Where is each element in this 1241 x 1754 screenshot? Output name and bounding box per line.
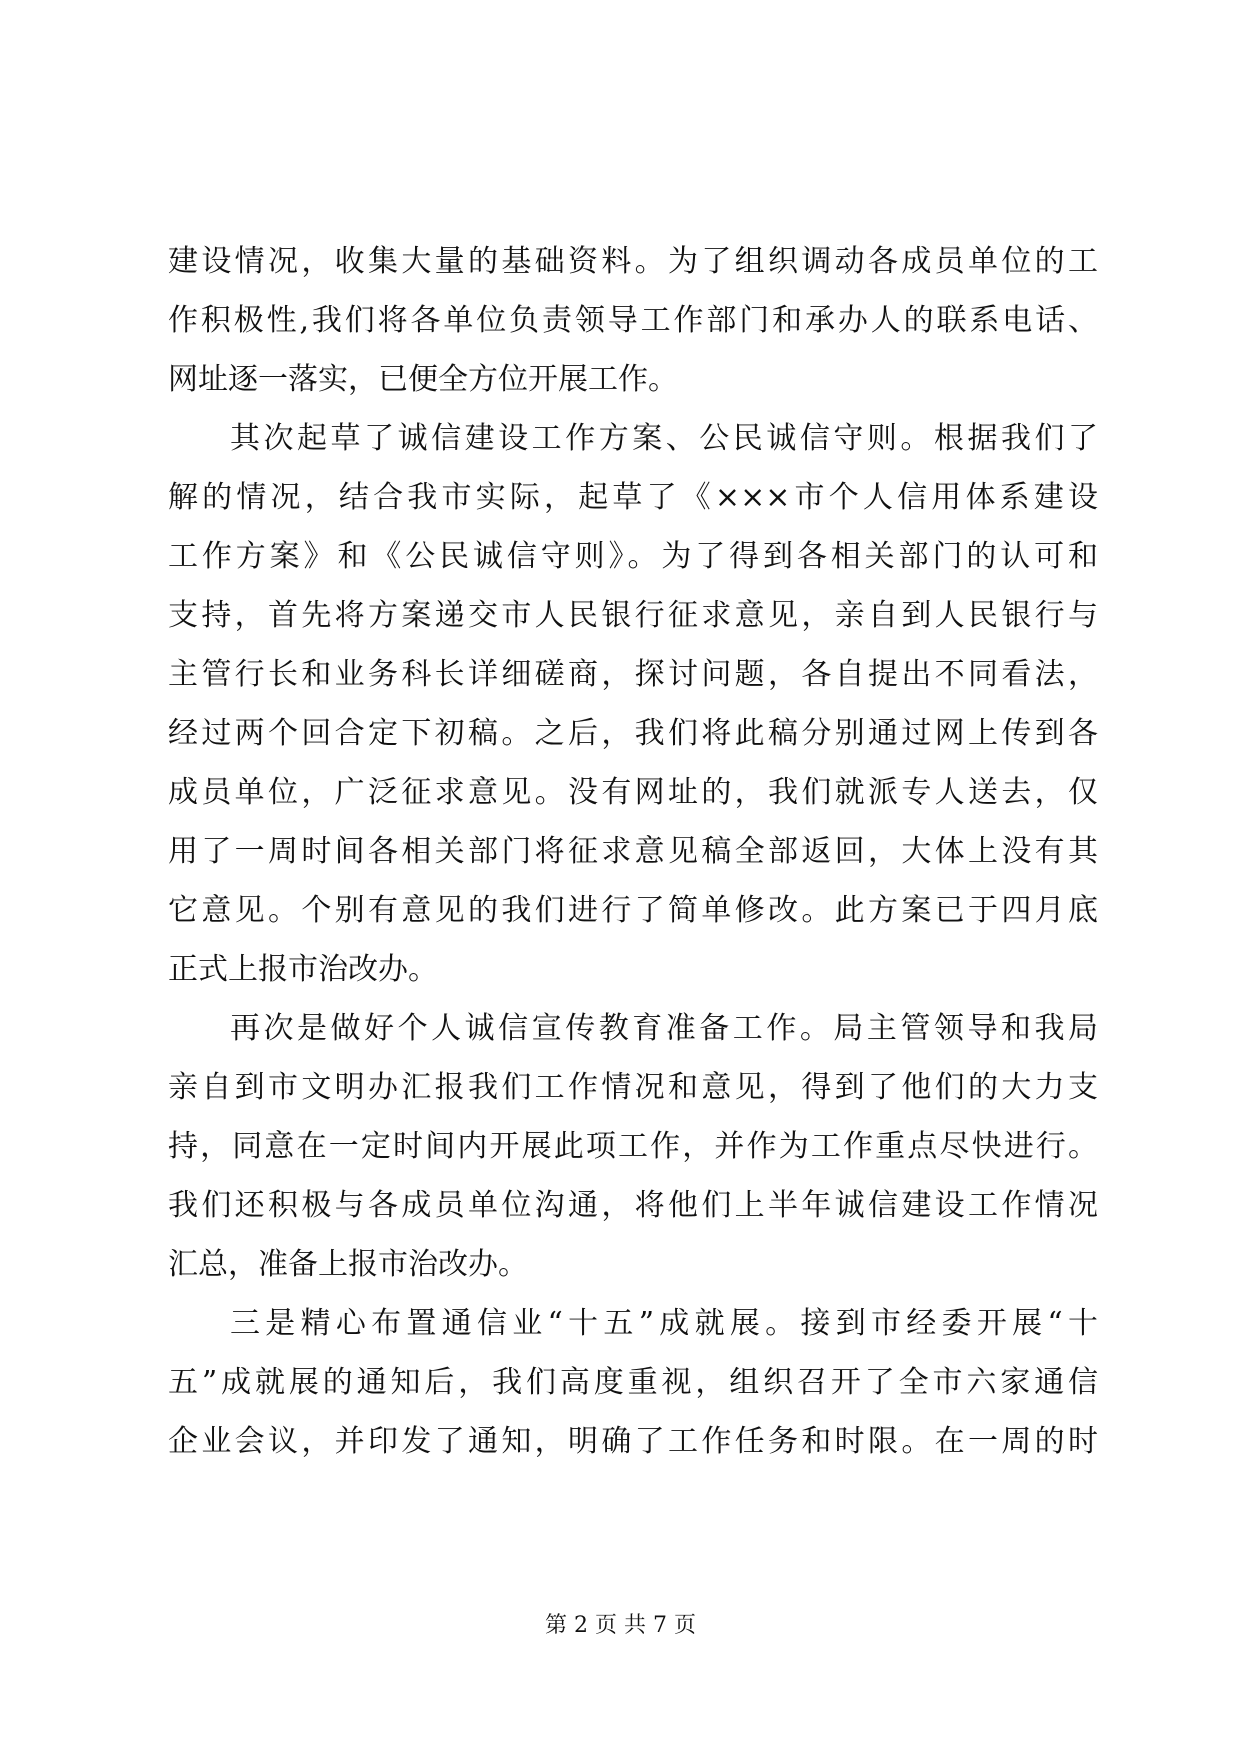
paragraph-first-line: 再次是做好个人诚信宣传教育准备工作。局主管领导和我局 <box>230 1011 1098 1046</box>
text-line: 经过两个回合定下初稿。之后，我们将此稿分别通过网上传到各 <box>168 716 1098 751</box>
text-line: 解的情况，结合我市实际，起草了《×××市个人信用体系建设 <box>168 480 1098 515</box>
text-line: 主管行长和业务科长详细磋商，探讨问题，各自提出不同看法， <box>168 657 1098 692</box>
text-line: 网址逐一落实，已便全方位开展工作。 <box>168 362 678 397</box>
text-line: 我们还积极与各成员单位沟通，将他们上半年诚信建设工作情况 <box>168 1188 1098 1223</box>
text-line: 工作方案》和《公民诚信守则》。为了得到各相关部门的认可和 <box>168 539 1098 574</box>
text-line: 正式上报市治改办。 <box>168 952 438 987</box>
text-line: 企业会议，并印发了通知，明确了工作任务和时限。在一周的时 <box>168 1424 1098 1459</box>
text-line: 持，同意在一定时间内开展此项工作，并作为工作重点尽快进行。 <box>168 1129 1098 1164</box>
text-line: 用了一周时间各相关部门将征求意见稿全部返回，大体上没有其 <box>168 834 1098 869</box>
text-line: 汇总，准备上报市治改办。 <box>168 1247 528 1282</box>
text-line: 五”成就展的通知后，我们高度重视，组织召开了全市六家通信 <box>168 1365 1098 1400</box>
paragraph-first-line: 三是精心布置通信业“十五”成就展。接到市经委开展“十 <box>230 1306 1098 1341</box>
text-line: 建设情况，收集大量的基础资料。为了组织调动各成员单位的工 <box>168 244 1098 279</box>
text-line: 它意见。个别有意见的我们进行了简单修改。此方案已于四月底 <box>168 893 1098 928</box>
document-body <box>168 232 1098 1471</box>
text-line: 作积极性,我们将各单位负责领导工作部门和承办人的联系电话、 <box>168 303 1098 338</box>
text-line: 成员单位，广泛征求意见。没有网址的，我们就派专人送去，仅 <box>168 775 1098 810</box>
paragraph-first-line: 其次起草了诚信建设工作方案、公民诚信守则。根据我们了 <box>230 421 1098 456</box>
page-number-footer: 第 2 页 共 7 页 <box>545 1613 696 1638</box>
text-line: 支持，首先将方案递交市人民银行征求意见，亲自到人民银行与 <box>168 598 1098 633</box>
text-line: 亲自到市文明办汇报我们工作情况和意见，得到了他们的大力支 <box>168 1070 1098 1105</box>
